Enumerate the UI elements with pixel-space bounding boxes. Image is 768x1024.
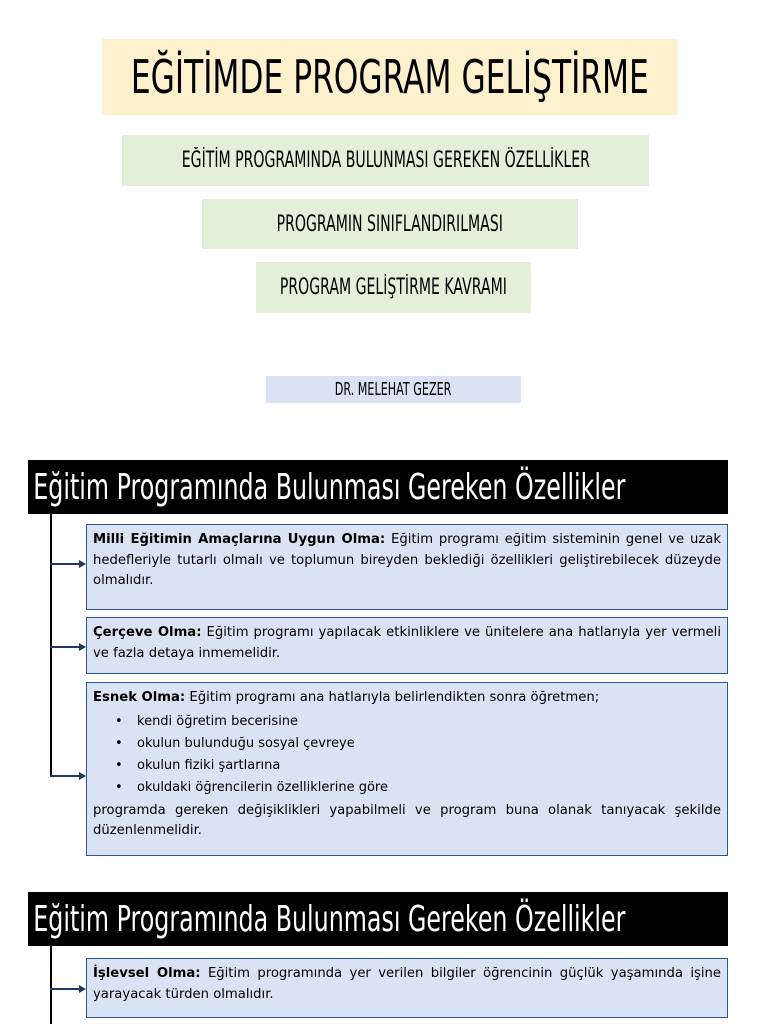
connector-line bbox=[50, 514, 52, 776]
feature-description: Eğitim programı yapılacak etkinliklere ve ünitelere ana hatlarıyla yer vermeli ve fazla detaya inmemelidir. bbox=[93, 625, 721, 661]
feature-bullet-list bbox=[115, 711, 721, 799]
section-header-text: Eğitim Programında Bulunması Gereken Özellikler bbox=[33, 898, 626, 940]
list-item: • okulun fiziki şartlarına bbox=[115, 755, 721, 777]
feature-conclusion: programda gereken değişiklikleri yapabilmeli ve program buna olanak tanıyacak şekilde düzenlenmelidir. bbox=[93, 802, 721, 838]
arrow-icon bbox=[79, 772, 86, 780]
subtitle-concept-text: PROGRAM GELİŞTİRME KAVRAMI bbox=[279, 275, 508, 300]
connector-branch bbox=[50, 775, 80, 777]
section-header bbox=[28, 460, 728, 514]
feature-box-functional bbox=[86, 958, 728, 1018]
subtitle-classification-text: PROGRAMIN SINIFLANDIRILMASI bbox=[276, 211, 504, 237]
feature-description: Eğitim programında yer verilen bilgiler öğrencinin güçlük yaşamında işine yarayacak türden olmalıdır. bbox=[93, 966, 721, 1002]
feature-box-flexible bbox=[86, 682, 728, 856]
subtitle-features bbox=[122, 135, 649, 186]
subtitle-classification bbox=[202, 199, 578, 249]
connector-branch bbox=[50, 563, 80, 565]
feature-term: İşlevsel Olma: bbox=[93, 966, 201, 981]
arrow-icon bbox=[79, 560, 86, 568]
connector-branch bbox=[50, 646, 80, 648]
author-name: DR. MELEHAT GEZER bbox=[335, 379, 452, 400]
connector-line bbox=[50, 946, 52, 1024]
connector-branch bbox=[50, 988, 80, 990]
section-header bbox=[28, 892, 728, 946]
feature-term: Esnek Olma: bbox=[93, 690, 186, 705]
feature-box-framework bbox=[86, 617, 728, 674]
arrow-icon bbox=[79, 985, 86, 993]
list-item: • okulun bulunduğu sosyal çevreye bbox=[115, 733, 721, 755]
presentation-title bbox=[102, 39, 678, 115]
feature-box-national-goals bbox=[86, 524, 728, 610]
list-item: • okuldaki öğrencilerin özelliklerine göre bbox=[115, 777, 721, 799]
feature-term: Milli Eğitimin Amaçlarına Uygun Olma: bbox=[93, 532, 386, 547]
feature-term: Çerçeve Olma: bbox=[93, 625, 202, 640]
presentation-title-text: EĞİTİMDE PROGRAM GELİŞTİRME bbox=[131, 50, 649, 104]
author-label bbox=[266, 376, 521, 403]
list-item: • kendi öğretim becerisine bbox=[115, 711, 721, 733]
feature-description: Eğitim programı eğitim sisteminin genel ve uzak hedefleriyle tutarlı olmalı ve toplumun bireyden beklediği özellikleri geliştirebilecek düzeyde olmalıdır. bbox=[93, 532, 721, 588]
subtitle-concept bbox=[256, 262, 531, 313]
arrow-icon bbox=[79, 643, 86, 651]
section-header-text: Eğitim Programında Bulunması Gereken Özellikler bbox=[33, 466, 626, 508]
subtitle-features-text: EĞİTİM PROGRAMINDA BULUNMASI GEREKEN ÖZELLİKLER bbox=[181, 148, 590, 173]
feature-description: Eğitim programı ana hatlarıyla belirlendikten sonra öğretmen; bbox=[185, 690, 600, 705]
